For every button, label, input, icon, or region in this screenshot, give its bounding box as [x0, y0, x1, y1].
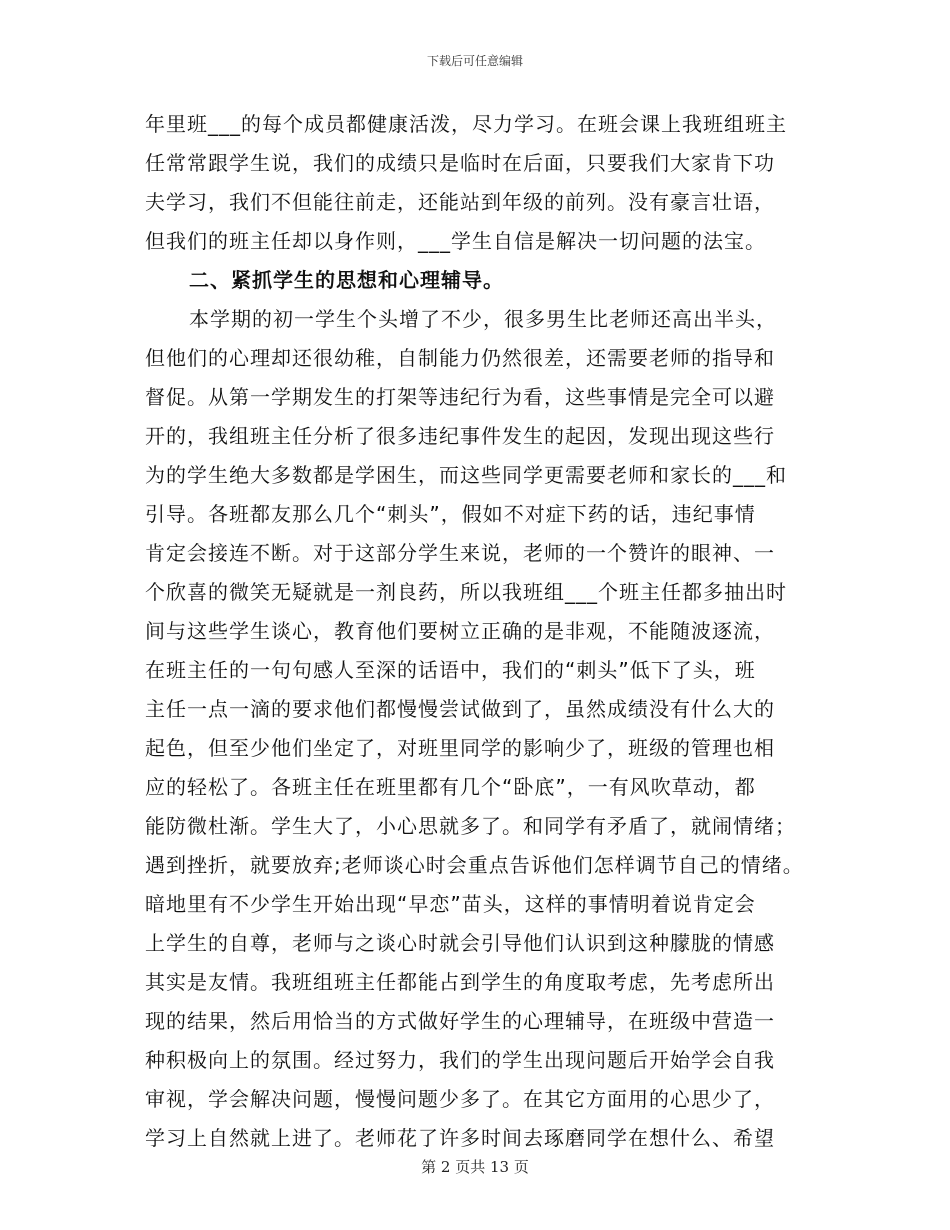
paragraph-line: 种积极向上的氛围。经过努力，我们的学生出现问题后开始学会自我 [145, 1048, 775, 1072]
paragraph-line: 间与这些学生谈心，教育他们要树立正确的是非观，不能随波逐流， [145, 619, 775, 643]
page-header: 下载后可任意编辑 [426, 54, 523, 68]
paragraph-line: 为的学生绝大多数都是学困生，而这些同学更需要老师和家长的___和 [145, 463, 787, 487]
paragraph-line: 个欣喜的微笑无疑就是一剂良药，所以我班组___个班主任都多抽出时 [145, 580, 787, 604]
paragraph-line: 起色，但至少他们坐定了，对班里同学的影响少了，班级的管理也相 [145, 736, 775, 760]
paragraph-line: 但我们的班主任却以身作则，___学生自信是解决一切问题的法宝。 [145, 229, 766, 253]
paragraph-line: 审视，学会解决问题，慢慢问题少多了。在其它方面用的心思少了， [145, 1087, 775, 1111]
paragraph-line: 开的，我组班主任分析了很多违纪事件发生的起因，发现出现这些行 [145, 424, 775, 448]
paragraph-line: 督促。从第一学期发生的打架等违纪行为看，这些事情是完全可以避 [145, 385, 775, 409]
paragraph-line: 在班主任的一句句感人至深的话语中，我们的“刺头”低下了头，班 [145, 658, 756, 682]
paragraph-line: 肯定会接连不断。对于这部分学生来说，老师的一个赞许的眼神、一 [145, 541, 775, 565]
paragraph-line: 遇到挫折，就要放弃;老师谈心时会重点告诉他们怎样调节自己的情绪。 [145, 853, 804, 877]
paragraph-line: 引导。各班都友那么几个“刺头”，假如不对症下药的话，违纪事情 [145, 502, 756, 526]
paragraph-line: 年里班___的每个成员都健康活泼，尽力学习。在班会课上我班组班主 [145, 112, 787, 136]
paragraph-line: 任常常跟学生说，我们的成绩只是临时在后面，只要我们大家肯下功 [145, 151, 775, 175]
paragraph-line: 但他们的心理却还很幼稚，自制能力仍然很差，还需要老师的指导和 [145, 346, 775, 370]
paragraph-line: 主任一点一滴的要求他们都慢慢尝试做到了，虽然成绩没有什么大的 [145, 697, 775, 721]
paragraph-line: 上学生的自尊，老师与之谈心时就会引导他们认识到这种朦胧的情感 [145, 931, 775, 955]
paragraph-line: 夫学习，我们不但能往前走，还能站到年级的前列。没有豪言壮语， [145, 190, 775, 214]
paragraph-line: 现的结果，然后用恰当的方式做好学生的心理辅导，在班级中营造一 [145, 1009, 775, 1033]
paragraph-line: 本学期的初一学生个头增了不少，很多男生比老师还高出半头， [189, 307, 777, 331]
paragraph-line: 能防微杜渐。学生大了，小心思就多了。和同学有矛盾了，就闹情绪； [145, 814, 796, 838]
paragraph-line: 学习上自然就上进了。老师花了许多时间去琢磨同学在想什么、希望 [145, 1126, 775, 1150]
page-footer: 第 2 页共 13 页 [421, 1158, 529, 1176]
paragraph-line: 其实是友情。我班组班主任都能占到学生的角度取考虑，先考虑所出 [145, 970, 775, 994]
paragraph-line: 暗地里有不少学生开始出现“早恋”苗头，这样的事情明着说肯定会 [145, 892, 756, 916]
section-heading: 二、紧抓学生的思想和心理辅导。 [189, 268, 504, 292]
document-body [145, 105, 815, 1158]
paragraph-line: 应的轻松了。各班主任在班里都有几个“卧底”，一有风吹草动，都 [145, 775, 756, 799]
